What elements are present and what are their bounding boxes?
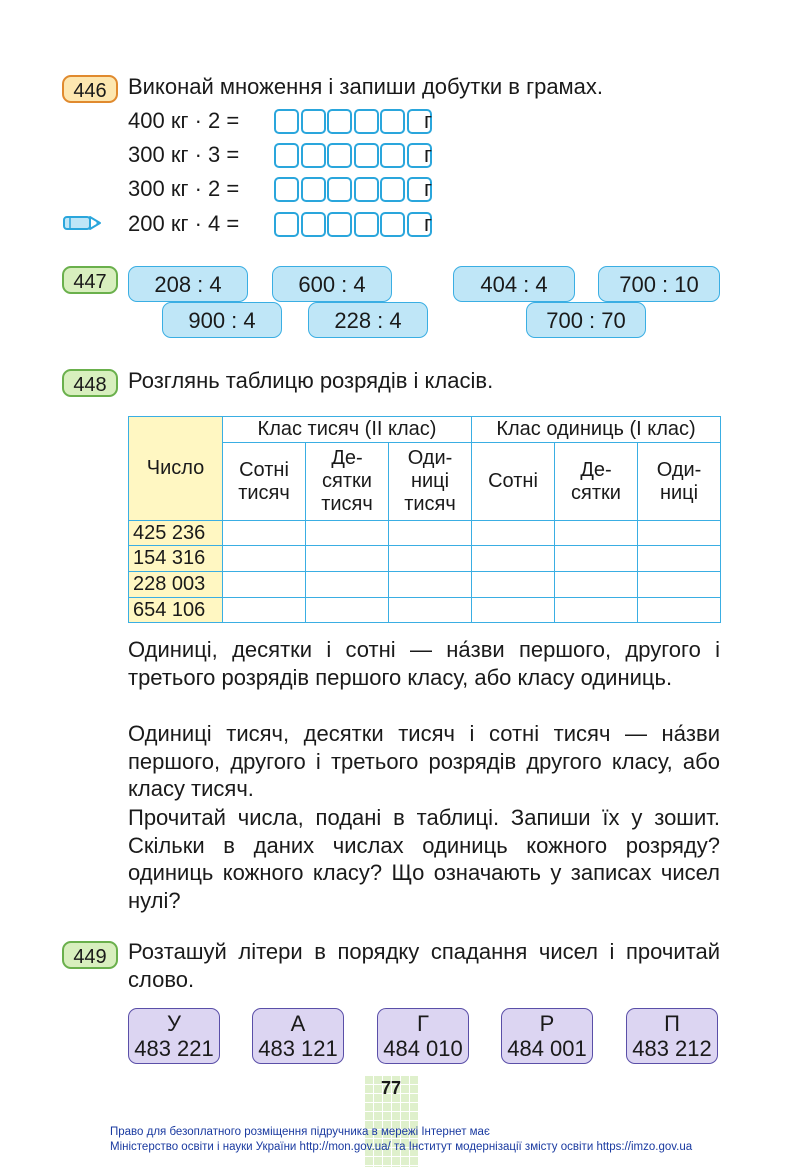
task-449-instruction: Розташуй літери в порядку спадання чисел і прочитай слово. [128,939,720,992]
answer-boxes-3[interactable] [274,177,434,202]
table-row [129,521,721,546]
card-number: 484 001 [507,1036,587,1061]
header-units-ones: Оди- ниці [638,443,721,521]
header-class-thousands: Клас тисяч (ІІ клас) [223,417,472,443]
letter-card [626,1008,718,1064]
header-class-units: Клас одиниць (І клас) [472,417,721,443]
expression-pill: 404 : 4 [453,266,575,302]
question-paragraph: Прочитай числа, подані в таблиці. Запиши їх у зошит. Скільки в даних числах одиниць кожного розряду? одиниць кожного класу? Що означають у записах чисел нулі? [128,805,720,913]
expression-pill: 208 : 4 [128,266,248,302]
rule-paragraph-1: Одиниці, десятки і сотні — на́зви першого, другого і третього розрядів першого класу, або класу одиниць. [128,637,720,690]
table-row [129,598,721,623]
page-number: 77 [380,1078,402,1098]
task-446-expr-4: 200 кг · 4 = [128,211,240,236]
card-letter: П [664,1011,680,1036]
task-number-449: 449 [62,941,118,969]
letter-card [252,1008,344,1064]
task-446-expr-1: 400 кг · 2 = [128,108,240,133]
task-number-448: 448 [62,369,118,397]
task-446-expr-2: 300 кг · 3 = [128,142,240,167]
table-row [129,546,721,572]
card-number: 483 212 [632,1036,712,1061]
card-letter: У [167,1011,181,1036]
answer-boxes-4[interactable] [274,212,434,237]
task-446-expr-3: 300 кг · 2 = [128,176,240,201]
header-thousands-hundreds: Сотні тисяч [223,443,306,521]
letter-card [501,1008,593,1064]
footer-line-2: Міністерство освіти і науки України http://mon.gov.ua/ та Інститут модернізації змісту освіти https://imzo.gov.ua [110,1141,693,1153]
footer-line-1: Право для безоплатного розміщення підручника в мережі Інтернет має [110,1126,490,1138]
header-thousands-ones: Оди- ниці тисяч [389,443,472,521]
card-number: 483 221 [134,1036,214,1061]
task-446-unit-2: г [424,142,433,167]
expression-pill: 700 : 70 [526,302,646,338]
letter-card [128,1008,220,1064]
task-number-447: 447 [62,266,118,294]
place-value-table [128,416,721,623]
letter-card [377,1008,469,1064]
answer-boxes-1[interactable] [274,109,434,134]
number-cell: 228 003 [129,572,223,598]
rule-paragraph-2: Одиниці тисяч, десятки тисяч і сотні тисяч — на́зви першого, другого і третього розрядів другого класу, або класу тисяч. [128,721,720,801]
card-letter: Р [539,1011,555,1036]
number-cell: 654 106 [129,598,223,623]
expression-pill: 700 : 10 [598,266,720,302]
task-446-unit-3: г [424,176,433,201]
task-446-unit-4: г [424,211,433,236]
answer-boxes-2[interactable] [274,143,434,168]
pencil-icon [60,214,102,232]
header-units-hundreds: Сотні [472,443,555,521]
table-row [129,572,721,598]
card-letter: А [290,1011,306,1036]
task-446-instruction: Виконай множення і запиши добутки в грамах. [128,74,604,99]
task-number-446: 446 [62,75,118,103]
expression-pill: 228 : 4 [308,302,428,338]
card-letter: Г [417,1011,429,1036]
header-thousands-tens: Де- сятки тисяч [306,443,389,521]
task-446-unit-1: г [424,108,433,133]
header-number: Число [129,417,223,521]
card-number: 484 010 [383,1036,463,1061]
task-448-instruction: Розглянь таблицю розрядів і класів. [128,368,494,393]
expression-pill: 600 : 4 [272,266,392,302]
expression-pill: 900 : 4 [162,302,282,338]
card-number: 483 121 [258,1036,338,1061]
number-cell: 154 316 [129,546,223,572]
number-cell: 425 236 [129,521,223,546]
header-units-tens: Де- сятки [555,443,638,521]
